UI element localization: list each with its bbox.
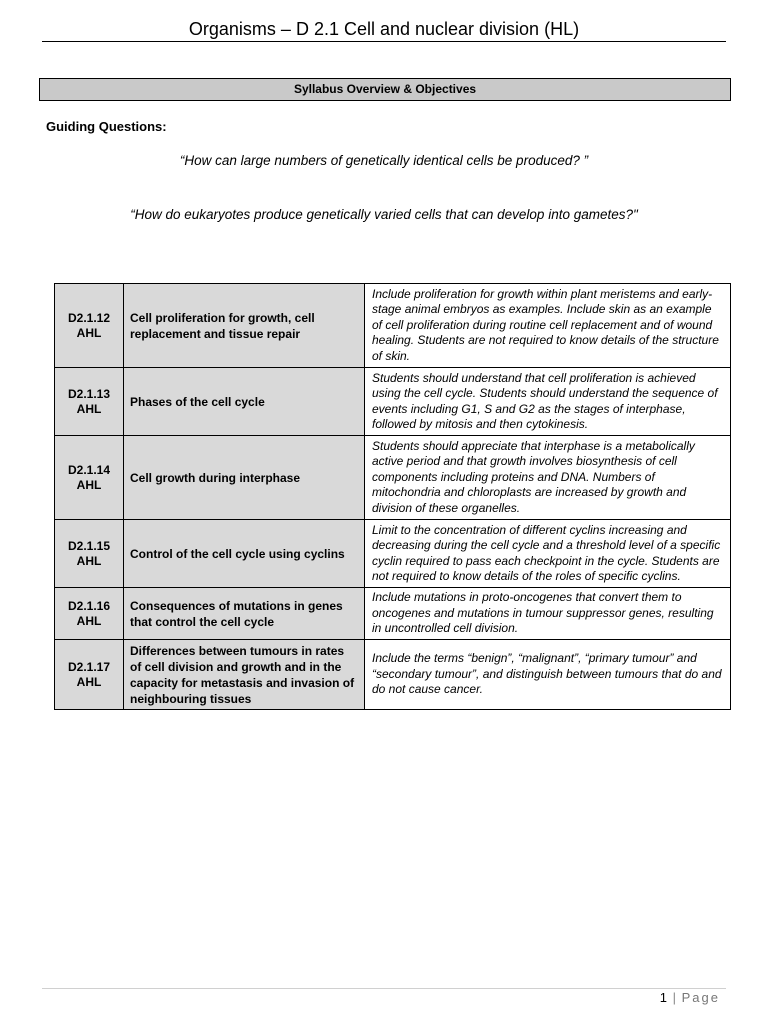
objective-level: AHL: [76, 325, 102, 340]
objective-code: D2.1.12: [67, 310, 111, 325]
objective-description: Limit to the concentration of different cyclins increasing and decreasing during the cell cycle and a threshold level of a specific cyclin required to pass each checkpoint in the cycle. Students are not required to know details of the roles of specific cyclins.: [365, 520, 731, 588]
footer-rule: [42, 988, 726, 989]
objective-description: Include mutations in proto-oncogenes that convert them to oncogenes and mutations in tumour suppressor genes, resulting in uncontrolled cell division.: [365, 588, 731, 640]
table-row: [55, 640, 731, 710]
table-row: [55, 284, 731, 368]
objective-description: Students should understand that cell proliferation is achieved using the cell cycle. Students should understand the sequence of events including G1, S and G2 as the stages of interphase, followed by mitosis and then cytokinesis.: [365, 368, 731, 436]
objective-code: D2.1.13: [67, 386, 111, 401]
objective-description: Include the terms “benign”, “malignant”, “primary tumour” and “secondary tumour”, and distinguish between tumours that do and do not cause cancer.: [365, 640, 731, 710]
objective-code-cell: [55, 368, 124, 436]
page-title: Organisms – D 2.1 Cell and nuclear division (HL): [188, 19, 580, 39]
objective-level: AHL: [76, 553, 102, 568]
objective-topic: Phases of the cell cycle: [124, 368, 365, 436]
header-rule: [42, 41, 726, 42]
page-footer: [660, 990, 720, 1005]
objective-description: Students should appreciate that interphase is a metabolically active period and that growth involves biosynthesis of cell components including proteins and DNA. Numbers of mitochondria and chloroplasts are increased by growth and division of these organelles.: [365, 436, 731, 520]
objective-code-cell: [55, 588, 124, 640]
page-separator: |: [672, 990, 676, 1005]
guiding-question-1: “How can large numbers of genetically identical cells be produced? ”: [179, 153, 589, 168]
objective-level: AHL: [76, 477, 102, 492]
guiding-question-2: “How do eukaryotes produce genetically varied cells that can develop into gametes?": [130, 207, 638, 222]
syllabus-heading: Syllabus Overview & Objectives: [39, 78, 731, 101]
table-row: [55, 436, 731, 520]
objective-code: D2.1.16: [67, 598, 111, 613]
objective-topic: Consequences of mutations in genes that control the cell cycle: [124, 588, 365, 640]
objective-code: D2.1.15: [67, 538, 111, 553]
table-row: [55, 520, 731, 588]
page-number: 1: [659, 990, 667, 1005]
objective-level: AHL: [76, 674, 102, 689]
objective-topic: Cell proliferation for growth, cell replacement and tissue repair: [124, 284, 365, 368]
objective-code-cell: [55, 284, 124, 368]
objective-description: Include proliferation for growth within plant meristems and early-stage animal embryos as examples. Include skin as an example of cell proliferation during routine cell replacement and of wound healing. Students are not required to know details of the structure of skin.: [365, 284, 731, 368]
objective-code-cell: [55, 640, 124, 710]
objective-code: D2.1.17: [67, 659, 111, 674]
objective-code: D2.1.14: [67, 462, 111, 477]
objective-code-cell: [55, 436, 124, 520]
table-row: [55, 368, 731, 436]
objective-topic: Cell growth during interphase: [124, 436, 365, 520]
objective-level: AHL: [76, 613, 102, 628]
syllabus-table: [54, 283, 731, 710]
objective-level: AHL: [76, 401, 102, 416]
objective-topic: Control of the cell cycle using cyclins: [124, 520, 365, 588]
page-label: Page: [681, 990, 720, 1005]
guiding-questions-label: Guiding Questions:: [46, 119, 167, 134]
table-row: [55, 588, 731, 640]
objective-topic: Differences between tumours in rates of cell division and growth and in the capacity for metastasis and invasion of neighbouring tissues: [124, 640, 365, 710]
objective-code-cell: [55, 520, 124, 588]
